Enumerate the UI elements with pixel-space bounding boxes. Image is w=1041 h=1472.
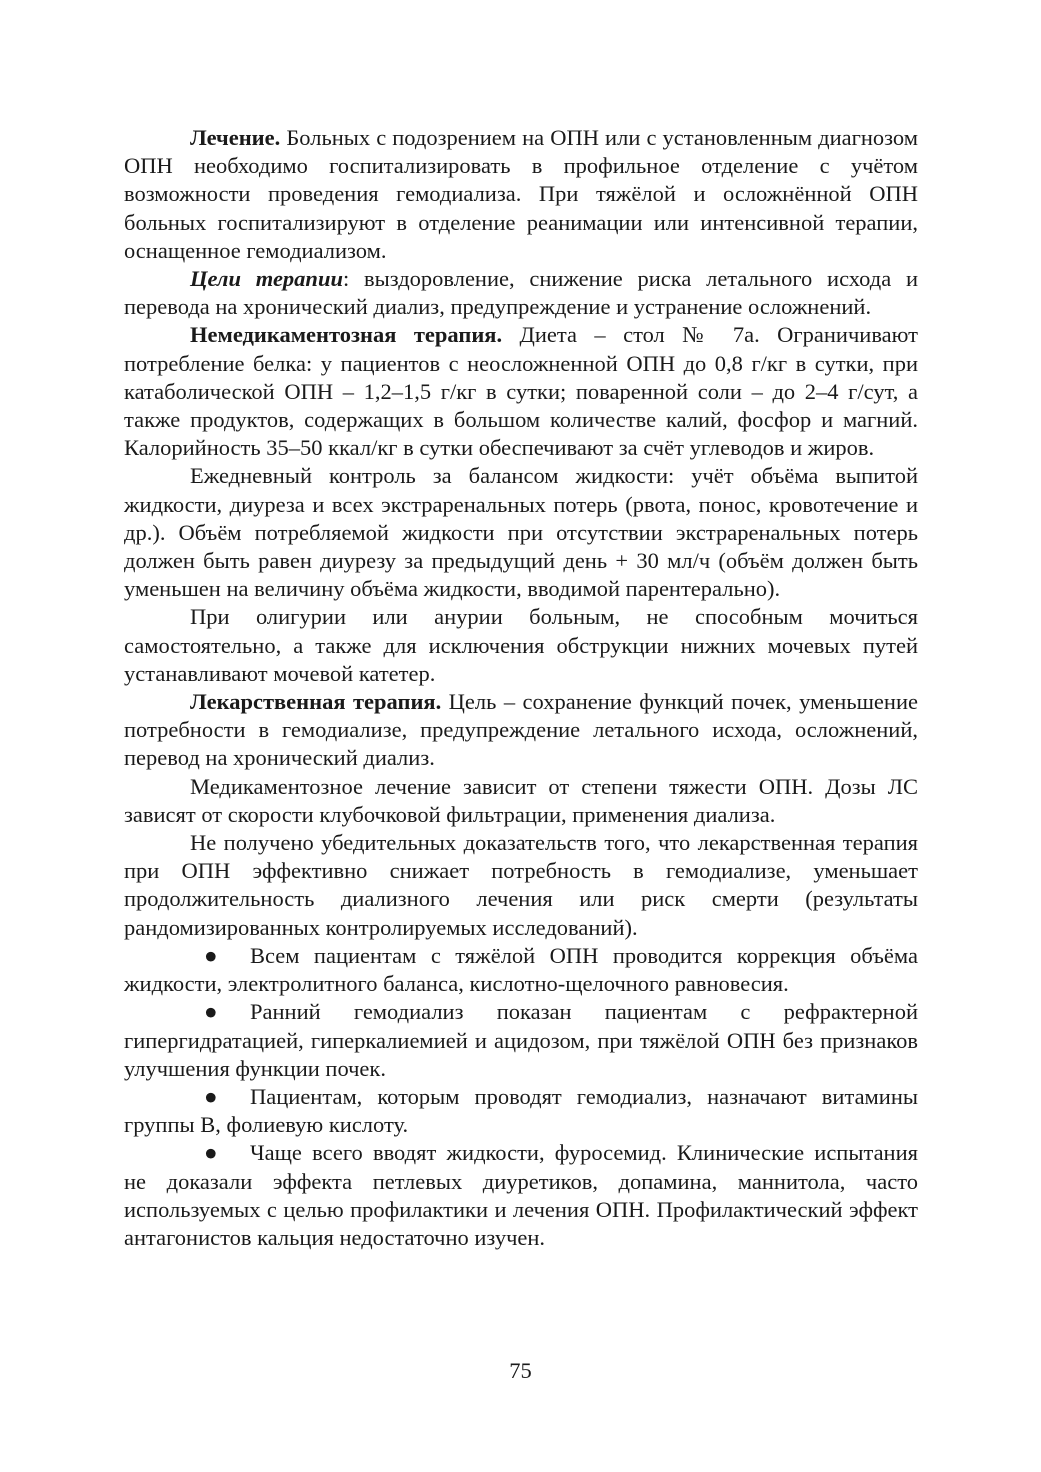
bullet-marker: ● — [204, 1083, 218, 1109]
bullet-text: Чаще всего вводят жидкости, фуросемид. Клинические испытания не доказали эффекта петлевых диуретиков, допамина, маннитола, часто используемых с целью профилактики и лечения ОПН. Профилактический эффект антагонистов кальция недостаточно изучен. — [124, 1140, 918, 1250]
paragraph-text: При олигурии или анурии больным, не способным мочиться самостоятельно, а также для исключения обструкции нижних мочевых путей устанавливают мочевой катетер. — [124, 604, 918, 686]
bullet-item — [124, 1139, 918, 1252]
bullet-marker: ● — [204, 999, 218, 1025]
paragraph-text: Ежедневный контроль за балансом жидкости: учёт объёма выпитой жидкости, диуреза и всех экстраренальных потерь (рвота, понос, кровотечение и др.). Объём потребляемой жидкости при отсутствии экстраренальных потерь должен быть равен диурезу за предыдущий день + 30 мл/ч (объём должен быть уменьшен на величину объёма жидкости, вводимой парентерально). — [124, 463, 918, 602]
bullet-text: Пациентам, которым проводят гемодиализ, назначают витамины группы В, фолиевую кислоту. — [124, 1083, 918, 1138]
heading-treatment: Лечение. — [190, 125, 281, 150]
paragraph-drug-dosing — [124, 773, 918, 829]
bullet-item — [124, 998, 918, 1083]
paragraph-fluid-control — [124, 462, 918, 603]
paragraph-text: Диета – стол № 7а. Ограничивают потребление белка: у пациентов с неосложненной ОПН до 0,8 г/кг в сутки, при катаболической ОПН – 1,2–1,5 г/кг в сутки; поваренной соли – до 2–4 г/сут, а также продуктов, содержащих в большом количестве калий, фосфор и магний. Калорийность 35–50 ккал/кг в сутки обеспечивают за счёт углеводов и жиров. — [124, 322, 918, 461]
paragraph-text: : выздоровление, снижение риска летального исхода и перевода на хронический диализ, предупреждение и устранение осложнений. — [124, 266, 918, 320]
bullet-marker: ● — [204, 942, 218, 968]
page-number: 75 — [509, 1358, 532, 1383]
paragraph-text: Медикаментозное лечение зависит от степени тяжести ОПН. Дозы ЛС зависят от скорости клубочковой фильтрации, применения диализа. — [124, 773, 918, 827]
document-page — [124, 124, 918, 1252]
heading-drug-therapy: Лекарственная терапия. — [190, 689, 442, 715]
paragraph-non-drug-therapy — [124, 321, 918, 462]
paragraph-text: Не получено убедительных доказательств того, что лекарственная терапия при ОПН эффективно снижает потребность в гемодиализе, уменьшает продолжительность диализного лечения или риск смерти (результаты рандомизированных контролируемых исследований). — [124, 830, 918, 940]
bullet-marker: ● — [204, 1140, 218, 1166]
bullet-text: Ранний гемодиализ показан пациентам с рефрактерной гипергидратацией, гиперкалиемией и ацидозом, при тяжёлой ОПН без признаков улучшения функции почек. — [124, 999, 918, 1081]
paragraph-evidence — [124, 829, 918, 942]
paragraph-drug-therapy — [124, 688, 918, 773]
heading-therapy-goals: Цели терапии — [190, 266, 343, 292]
bullet-item — [124, 942, 918, 998]
paragraph-treatment — [124, 124, 918, 265]
paragraph-text: Цель – сохранение функций почек, уменьшение потребности в гемодиализе, предупреждение летального исхода, осложнений, перевод на хронический диализ. — [124, 689, 918, 771]
paragraph-therapy-goals — [124, 265, 918, 321]
paragraph-text: Больных с подозрением на ОПН или с установленным диагнозом ОПН необходимо госпитализировать в профильное отделение с учётом возможности проведения гемодиализа. При тяжёлой и осложнённой ОПН больных госпитализируют в отделение реанимации или интенсивной терапии, оснащенное гемодиализом. — [124, 125, 918, 263]
paragraph-catheter — [124, 603, 918, 688]
bullet-text: Всем пациентам с тяжёлой ОПН проводится коррекция объёма жидкости, электролитного баланса, кислотно-щелочного равновесия. — [124, 942, 918, 997]
bullet-item — [124, 1083, 918, 1139]
heading-non-drug-therapy: Немедикаментозная терапия. — [190, 322, 503, 348]
